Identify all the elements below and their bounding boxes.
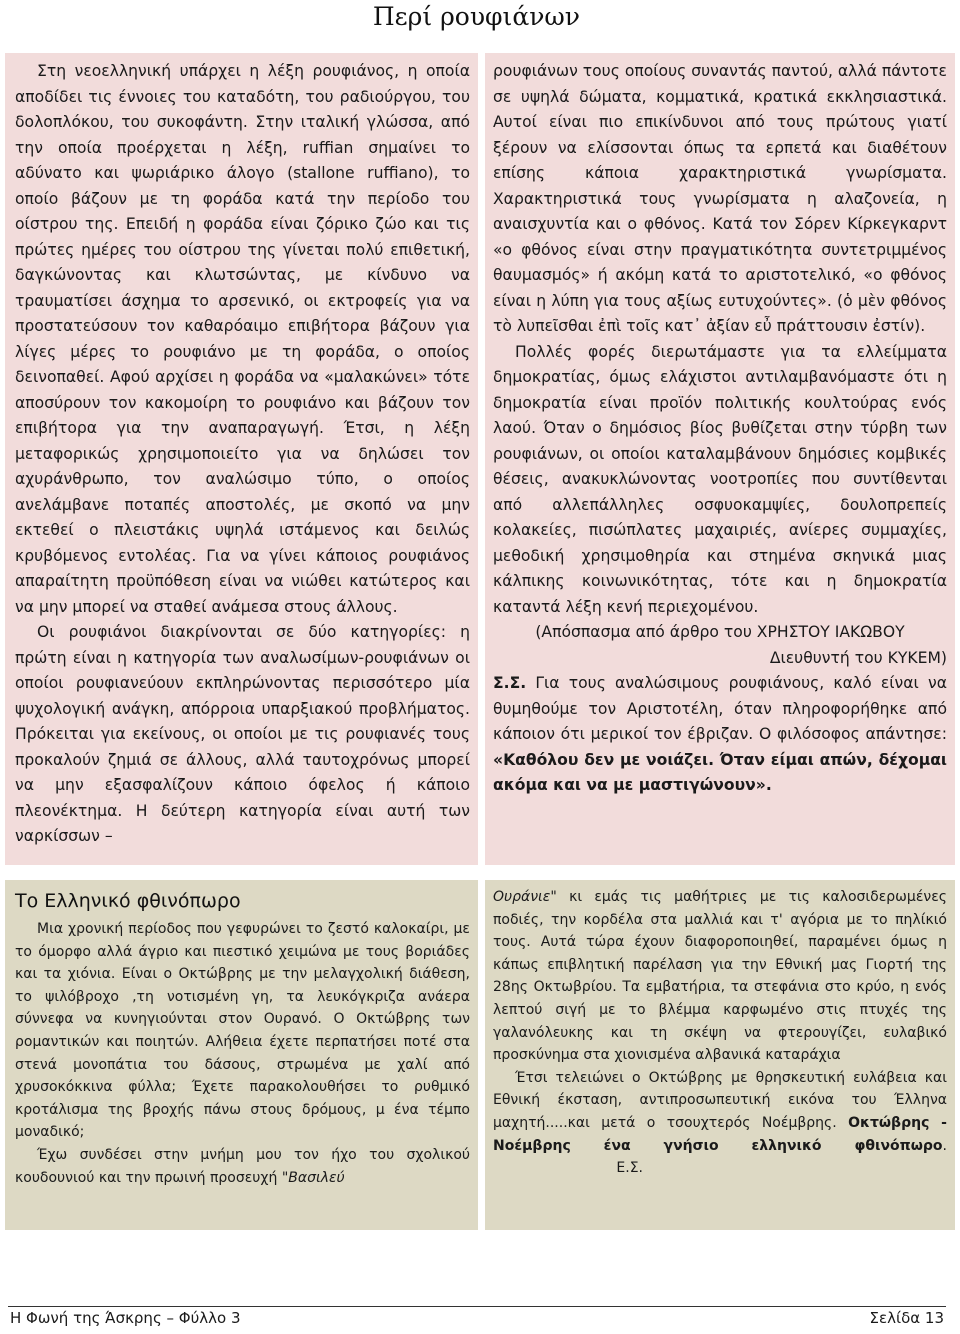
editor-note: [493, 671, 947, 799]
article-source-author: Διευθυντή του ΚΥΚΕΜ): [769, 648, 947, 667]
page-title: Περί ρουφιάνων: [372, 2, 580, 31]
footer-page-number: Σελίδα 13: [869, 1309, 944, 1327]
article-paragraph: Οι ρουφιάνοι διακρίνονται σε δύο κατηγορίες: η πρώτη είναι η κατηγορία των αναλωσίμων-ρουφιάνων οι οποίοι ρουφιανεύουν εκπληρώνοντας περισσότερο μία ψυχολογική ανάγκη, απόρροια υπαρξιακού προβλήματος. Πρόκειται για εκείνους, οι οποίοι με τις ρουφιανές τους προκαλούν ζημιά σε άλλους, αλλά ταυτοχρόνως μπορεί να μην εξασφαλίζουν κάποιο όφελος ή κάποιο πλεονέκτημα. Η δεύτερη κατηγορία είναι αυτή των ναρκίσσων –: [15, 623, 470, 845]
article-paragraph: Πολλές φορές διερωτάμαστε για τα ελλείμματα δημοκρατίας, όμως ελάχιστοι αντιλαμβανόμαστε ότι η δημοκρατία είναι προϊόν πολιτικής κουλτούρας ενός λαού. Όταν ο δημόσιος βίος βυθίζεται στην τύρβη των ρουφιάνων, οι οποίοι καταλαμβάνουν δημόσιες κομβικές θέσεις, ανακυκλώνοντας νοοτροπίες που συντίθενται από αλλεπάλληλες οσφυοκαμψίες, δουλοπρεπείς κολακείες, πισώπλατες μαχαιριές, ανίερες συμμαχίες, μεθοδική χρησιμοθηρία και στημένα σκηνικά μιας κάλπικης κοινωνικότητας, τότε και η δημοκρατία καταντά λέξη κενή περιεχομένου.: [493, 342, 947, 616]
article-left-column: [5, 53, 478, 865]
autumn-article-continued: [485, 880, 955, 1230]
footer-publication: Η Φωνή της Άσκρης – Φύλλο 3: [10, 1309, 241, 1327]
paragraph-italic: Βασιλεύ: [288, 1169, 345, 1186]
paragraph-text: Έτσι τελειώνει ο Οκτώβρης με θρησκευτική ευλάβεια και Εθνική έκσταση, αντιπροσωπευτική εικόνα του Έλληνα μαχητή.....και μετά ο τσουχτερός Νοέμβρης.: [493, 1069, 947, 1131]
editor-note-label: Σ.Σ.: [493, 674, 527, 692]
article-paragraph: Στη νεοελληνική υπάρχει η λέξη ρουφιάνος, η οποία αποδίδει τις έννοιες του καταδότη, του ραδιούργου, του δολοπλόκου, του συκοφάντη. Στην ιταλική γλώσσα, από την οποία προέρχεται η λέξη, ruffian σημαίνει το αδύνατο και ψωριάρικο άλογο (stallone ruffiano), το οποίο βάζουν με τη φοράδα κατά την περίοδο του οίστρου της. Επειδή η φοράδα είναι ζόρικο ζώο και τις πρώτες ημέρες του οίστρου της γίνεται πολύ επιθετική, δαγκώνοντας και κλωτσώντας, με κίνδυνο να τραυματίσει άσχημα το αρσενικό, οι εκτροφείς για να προστατεύσουν τον καθαρόαιμο επιβήτορα βάζουν για λίγες μέρες το ρουφιάνο με τη φοράδα, ο οποίος δεινοπαθεί. Αφού αρχίσει η φοράδα να «μαλακώνει» τότε αποσύρουν τον κακομοίρη το ρουφιάνο και βάζουν τον επιβήτορα για την αναπαραγωγή. Έτσι, η λέξη μεταφορικώς χρησιμοποιείτο για να δηλώσει τον αχυράνθρωπο, τον αναλώσιμο τύπο, ο οποίος ανελάμβανε ποταπές αποστολές, με σκοπό να μην εκτεθεί ο πλειστάκις υψηλά ιστάμενος και δειλώς κρυβόμενος εντολέας. Για να γίνει κάποιος ρουφιάνος απαραίτητη προϋπόθεση είναι να νιώθει κατώτερος και να μην μπορεί να σταθεί ανάμεσα στους άλλους.: [15, 62, 470, 616]
autumn-article-title: Το Ελληνικό φθινόπωρο: [15, 890, 241, 912]
article-right-column: [485, 53, 955, 865]
paragraph-text: Έχω συνδέσει στην μνήμη μου τον ήχο του σχολικού κουδουνιού και την πρωινή προσευχή ": [15, 1146, 470, 1186]
autumn-article-box: [5, 880, 478, 1230]
aristotle-quote: «Καθόλου δεν με νοιάζει. Όταν είμαι απών, δέχομαι ακόμα και να με μαστιγώνουν».: [493, 750, 947, 794]
paragraph-text: κι εμάς τις μαθήτριες με τις καλοσιδερωμένες ποδιές, την κορδέλα στα μαλλιά και τ' αγόρια με το πηλίκιό τους. Αυτά τώρα έχουν διαφοροποιηθεί, παραμένει όμως η κάπως επιβλητική παρέλαση για την Εθνική μας Γιορτή της 28ης Οκτωβρίου. Τα εμβατήρια, τα στεφάνια στο κρύο, η ενός λεπτού σιγή με το βλέμμα καρφωμένο στις πτυχές της γαλανόλευκης και τη σκέψη να φτερουγίζει, ευλαβικό προσκύνημα στα χιονισμένα αλβανικά καταράχια: [493, 889, 947, 1064]
editor-note-text: Για τους αναλώσιμους ρουφιάνους, καλό είναι να θυμηθούμε τον Αριστοτέλη, όταν πληροφορήθηκε από κάποιον ότι μερικοί τον έβριζαν. Ο φιλόσοφος απάντησε:: [493, 674, 947, 743]
article-paragraph: Μια χρονική περίοδος που γεφυρώνει το ζεστό καλοκαίρι, με το όμορφο αλλά άγριο και πιεστικό χειμώνα με τους βοριάδες και τα χιόνια. Είναι ο Οκτώβρης με την μελαγχολική διάθεση, το ψιλόβροχο ,τη νοτισμένη γη, τα λευκόγκριζα ανάερα σύννεφα να κυνηγιούνται στον Ουρανό. Ο Οκτώβρης των ρομαντικών και ποιητών. Αλήθεια έχετε περπατήσει ποτέ στα στενά μονοπάτια του δάσους, στρωμένα με χαλί από χρυσοκόκκινα φύλλα; Έχετε παρακολουθήσει το ρυθμικό κροτάλισμα της βροχής πάνω στους δρόμους, μ ένα τέμπο μοναδικό;: [15, 921, 470, 1141]
article-paragraph: [493, 1067, 947, 1180]
paragraph-text: .: [942, 1137, 947, 1154]
article-paragraph: ρουφιάνων τους οποίους συναντάς παντού, αλλά πάντοτε σε υψηλά δώματα, κομματικά, κρατικά εκκλησιαστικά. Αυτοί είναι πιο επικίνδυνοι από τους πρώτους γιατί ξέρουν να ελίσσονται όπως τα ερπετά και διαθέτουν επίσης κάποια χαρακτηριστικά γνωρίσματα. Χαρακτηριστικά τους γνωρίσματα η αλαζονεία, η αναισχυντία και ο φθόνος. Κατά τον Σόρεν Κίρκεγκαρντ «ο φθόνος είναι στην πραγματικότητα συντετριμμένος θαυμασμός» ή ακόμη κατά το αριστοτελικό, «ο φθόνος είναι η λύπη για τους αξίως ευτυχούντες». (ὁ μὲν φθόνος τὸ λυπεῖσθαι ἐπὶ τοῖς κατ᾽ ἀξίαν εὖ πράττουσιν ἐστίν).: [493, 62, 947, 335]
article-source: (Απόσπασμα από άρθρο του ΧΡΗΣΤΟΥ ΙΑΚΩΒΟΥ: [535, 623, 905, 641]
signature: Ε.Σ.: [616, 1160, 643, 1177]
footer-divider: [8, 1306, 946, 1307]
article-paragraph: [15, 1144, 470, 1189]
paragraph-italic: Ουράνιε": [493, 889, 557, 905]
article-paragraph: [493, 886, 947, 1067]
paragraph-bold: Οκτώβρης - Νοέμβρης ένα γνήσιο ελληνικό φθινόπωρο: [493, 1114, 947, 1154]
